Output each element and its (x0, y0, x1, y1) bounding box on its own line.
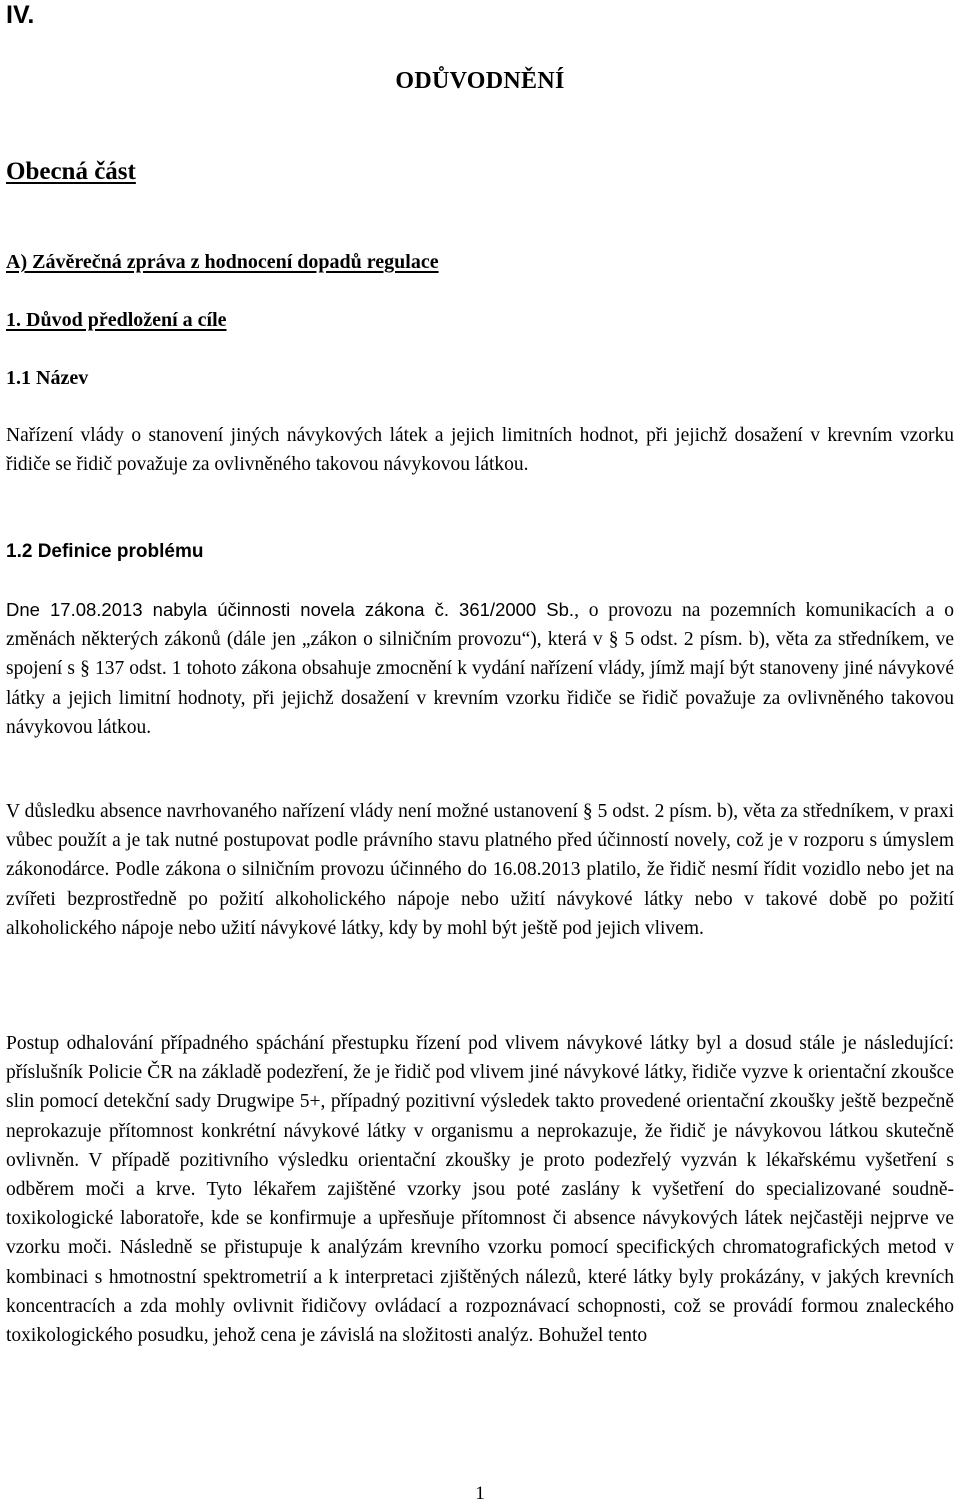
document-title: ODŮVODNĚNÍ (395, 68, 565, 94)
subsection-heading-1: 1. Důvod předložení a cíle (6, 309, 227, 331)
general-part-heading: Obecná část (6, 158, 136, 185)
problem-paragraph-3: Postup odhalování případného spáchání přestupku řízení pod vlivem návykové látky byl a dosud stále je následující: příslušník Policie ČR na základě podezření, že je řidič pod vlivem jiné návykové látky, řidiče vyzve k orientační zkoušce slin pomocí detekční sady Drugwipe 5+, případný pozitivní výsledek takto provedené orientační zkoušky ještě bezpečně neprokazuje přítomnost konkrétní návykové látky v organismu a neprokazuje, že řidič je návykovou látkou skutečně ovlivněn. V případě pozitivního výsledku orientační zkoušky je proto podezřelý vyzván k lékařskému vyšetření s odběrem moči a krve. Tyto lékařem zajištěné vzorky jsou poté zaslány k vyšetření do specializované soudně-toxikologické laboratoře, kde se konfirmuje a upřesňuje přítomnost či absence návykových látek nejčastěji nejprve ve vzorku moči. Následně se přistupuje k analýzám krevního vzorku pomocí specifických chromatografických metod v kombinaci s hmotnostní spektrometrií a k interpretaci zjištěných nálezů, které látky byly prokázány, v jakých krevních koncentracích a zda mohly ovlivnit řidičovy ovládací a rozpoznávací schopnosti, což se provádí formou znaleckého toxikologického posudku, jehož cena je závislá na složitosti analýz. Bohužel tento (6, 1033, 954, 1347)
problem-paragraph-1 (6, 595, 954, 742)
name-paragraph: Nařízení vlády o stanovení jiných návykových látek a jejich limitních hodnot, při jejichž dosažení v krevním vzorku řidiče se řidič považuje za ovlivněného takovou návykovou látkou. (6, 425, 954, 476)
page-number: 1 (475, 1483, 485, 1504)
part-number: IV. (6, 1, 35, 29)
problem-paragraph-1-sans-part: Dne 17.08.2013 nabyla účinnosti novela zákona č. 361/2000 Sb. (6, 599, 575, 620)
problem-paragraph-2: V důsledku absence navrhovaného nařízení vlády není možné ustanovení § 5 odst. 2 písm. b), věta za středníkem, v praxi vůbec použít a je tak nutné postupovat podle právního stavu platného před účinností novely, což je v rozporu s úmyslem zákonodárce. Podle zákona o silničním provozu účinného do 16.08.2013 platilo, že řidič nesmí řídit vozidlo nebo jet na zvířeti bezprostředně po požití alkoholického nápoje nebo užití návykové látky nebo v takové době po požití alkoholického nápoje nebo užití návykové látky, kdy by mohl být ještě pod jejich vlivem. (6, 801, 954, 939)
section-heading: A) Závěrečná zpráva z hodnocení dopadů regulace (6, 251, 439, 273)
subsection-heading-1-1: 1.1 Název (6, 367, 89, 389)
subsection-heading-1-2: 1.2 Definice problému (6, 541, 204, 562)
problem-paragraph-1-serif-part: , o provozu na pozemních komunikacích a o změnách některých zákonů (dále jen „zákon o silničním provozu“), která v § 5 odst. 2 písm. b), věta za středníkem, ve spojení s § 137 odst. 1 tohoto zákona obsahuje zmocnění k vydání nařízení vlády, jímž mají být stanoveny jiné návykové látky a jejich limitní hodnoty, při jejichž dosažení v krevním vzorku řidiče se řidič považuje za ovlivněného takovou návykovou látkou. (6, 600, 955, 738)
